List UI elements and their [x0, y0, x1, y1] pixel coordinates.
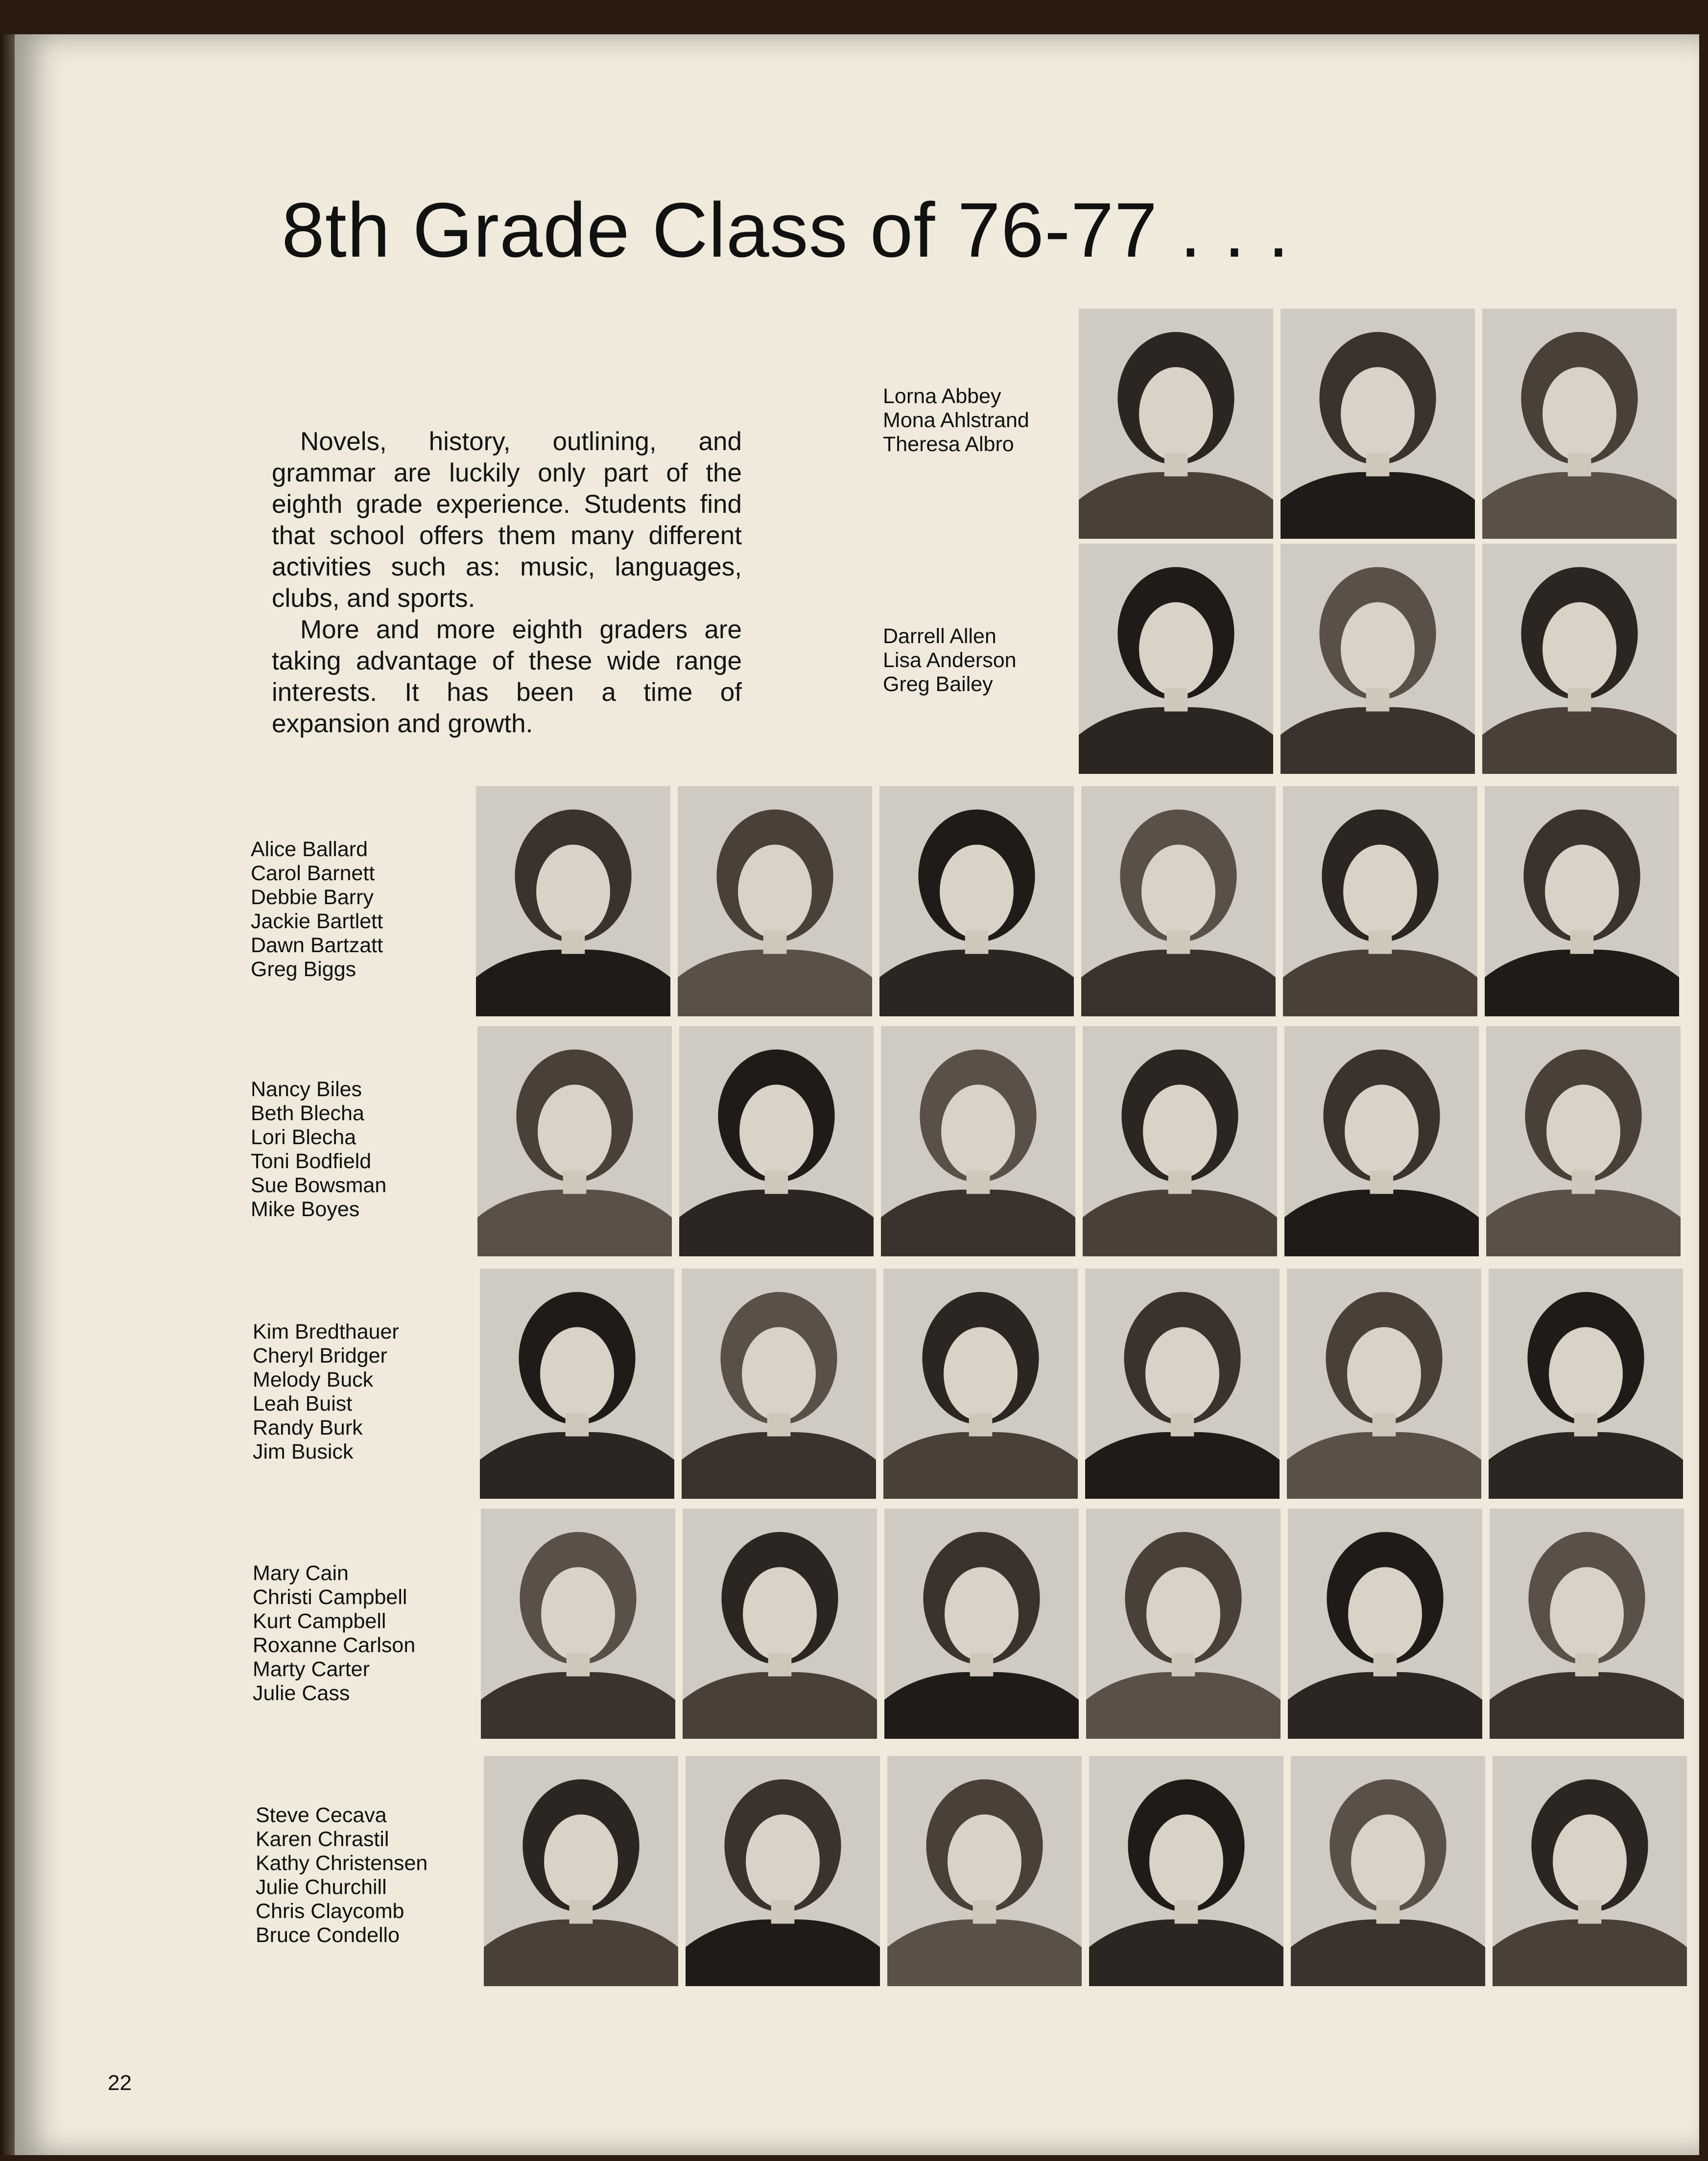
- student-portrait: [1081, 786, 1276, 1016]
- student-portrait: [1079, 544, 1273, 774]
- student-name: Melody Buck: [253, 1368, 374, 1392]
- student-portrait: [1287, 1269, 1481, 1499]
- name-list: [251, 1078, 386, 1222]
- student-name: Darrell Allen: [883, 624, 996, 648]
- student-name: Randy Burk: [253, 1416, 363, 1440]
- student-portrait: [1283, 786, 1477, 1016]
- intro-text: [272, 426, 742, 740]
- student-portrait: [1288, 1509, 1482, 1739]
- student-name: Julie Cass: [253, 1681, 350, 1705]
- page-title: 8th Grade Class of 76-77 . . .: [282, 187, 1290, 273]
- student-portrait: [1079, 309, 1273, 539]
- name-list: [251, 838, 383, 982]
- student-name: Cheryl Bridger: [253, 1344, 387, 1368]
- intro-paragraph-1: Novels, history, outlining, and grammar are luckily only part of the eighth grade experience. Students find that school offers them many different activities such as: music, languages, clubs, and sports.: [272, 427, 742, 613]
- student-name: Dawn Bartzatt: [251, 934, 383, 957]
- name-list: [253, 1561, 415, 1705]
- student-portrait: [679, 1026, 874, 1256]
- student-name: Kurt Campbell: [253, 1609, 386, 1633]
- student-portrait: [477, 1026, 672, 1256]
- student-name: Debbie Barry: [251, 886, 374, 909]
- student-name: Leah Buist: [253, 1392, 353, 1416]
- student-name: Sue Bowsman: [251, 1174, 387, 1197]
- student-portrait: [1291, 1756, 1485, 1986]
- student-portrait: [682, 1269, 876, 1499]
- student-portrait: [678, 786, 872, 1016]
- student-name: Jim Busick: [253, 1440, 354, 1464]
- student-portrait: [1485, 786, 1679, 1016]
- student-portrait: [881, 1026, 1075, 1256]
- student-name: Chris Claycomb: [256, 1899, 404, 1923]
- student-portrait: [1486, 1026, 1681, 1256]
- student-portrait: [1489, 1269, 1683, 1499]
- student-portrait: [1083, 1026, 1277, 1256]
- name-list: [883, 384, 1029, 456]
- student-portrait: [1482, 309, 1677, 539]
- student-name: Toni Bodfield: [251, 1150, 372, 1173]
- intro-paragraph-2: More and more eighth graders are taking advantage of these wide range interests. It has been a time of expansion and growth.: [272, 615, 742, 738]
- student-portrait: [683, 1509, 877, 1739]
- student-name: Nancy Biles: [251, 1078, 362, 1101]
- student-portrait: [887, 1756, 1082, 1986]
- page-number: 22: [108, 2071, 132, 2095]
- student-portrait: [686, 1756, 880, 1986]
- student-name: Julie Churchill: [256, 1875, 387, 1899]
- student-name: Kathy Christensen: [256, 1851, 428, 1875]
- student-portrait: [879, 786, 1074, 1016]
- name-list: [883, 624, 1017, 696]
- student-portrait: [480, 1269, 674, 1499]
- student-name: Beth Blecha: [251, 1102, 364, 1125]
- student-portrait: [1281, 309, 1475, 539]
- student-portrait: [484, 1756, 678, 1986]
- student-name: Bruce Condello: [256, 1923, 400, 1947]
- student-portrait: [883, 1269, 1078, 1499]
- student-portrait: [476, 786, 670, 1016]
- student-name: Christi Campbell: [253, 1585, 407, 1609]
- student-portrait: [1482, 544, 1677, 774]
- student-portrait: [1490, 1509, 1684, 1739]
- name-list: [256, 1803, 427, 1947]
- student-name: Jackie Bartlett: [251, 910, 383, 933]
- student-name: Alice Ballard: [251, 838, 368, 861]
- student-name: Lisa Anderson: [883, 648, 1017, 672]
- student-portrait: [884, 1509, 1079, 1739]
- student-name: Marty Carter: [253, 1657, 370, 1681]
- student-portrait: [1085, 1269, 1280, 1499]
- student-portrait: [1281, 544, 1475, 774]
- student-name: Greg Bailey: [883, 672, 993, 696]
- student-portrait: [1089, 1756, 1283, 1986]
- student-name: Steve Cecava: [256, 1803, 387, 1827]
- student-name: Theresa Albro: [883, 432, 1014, 456]
- student-name: Greg Biggs: [251, 958, 356, 981]
- student-name: Mona Ahlstrand: [883, 408, 1029, 432]
- student-name: Roxanne Carlson: [253, 1633, 416, 1657]
- student-name: Mary Cain: [253, 1561, 349, 1585]
- student-name: Mike Boyes: [251, 1198, 360, 1221]
- student-name: Carol Barnett: [251, 862, 375, 885]
- student-name: Lorna Abbey: [883, 384, 1001, 408]
- student-name: Karen Chrastil: [256, 1827, 389, 1851]
- student-name: Lori Blecha: [251, 1126, 356, 1149]
- student-name: Kim Bredthauer: [253, 1320, 399, 1344]
- student-portrait: [1493, 1756, 1687, 1986]
- student-portrait: [1086, 1509, 1281, 1739]
- student-portrait: [1284, 1026, 1479, 1256]
- name-list: [253, 1320, 399, 1464]
- student-portrait: [481, 1509, 675, 1739]
